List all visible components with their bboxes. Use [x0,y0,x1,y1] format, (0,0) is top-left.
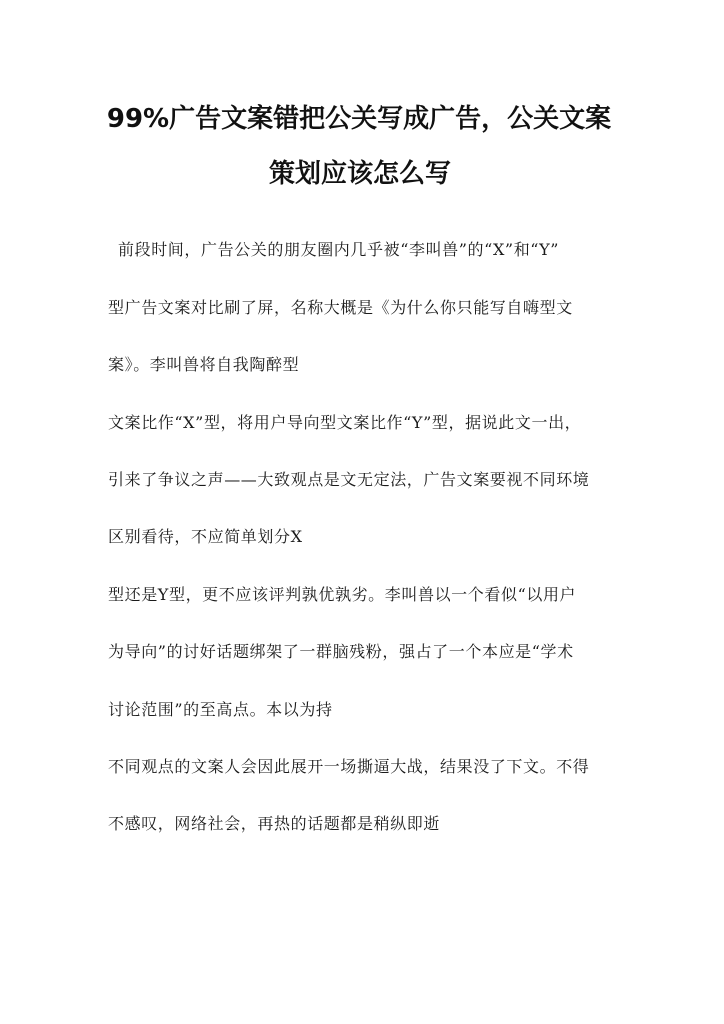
body-text-line: 讨论范围”的至高点。本以为持 [108,700,333,719]
body-text-line: 区别看待，不应简单划分X [108,527,303,546]
body-text-line: 案》。李叫兽将自我陶醉型 [108,355,300,374]
body-text-line: 引来了争议之声——大致观点是文无定法，广告文案要视不同环境 [108,470,590,489]
body-text-line: 文案比作“X”型，将用户导向型文案比作“Y”型，据说此文一出， [108,413,582,432]
body-text-line: 不同观点的文案人会因此展开一场撕逼大战，结果没了下文。不得 [108,757,590,776]
document-title-line-2: 策划应该怎么写 [268,159,451,189]
body-text-line: 型还是Y型，更不应该评判孰优孰劣。李叫兽以一个看似“以用户 [108,585,577,604]
body-text-line: 不感叹，网络社会，再热的话题都是稍纵即逝 [108,814,441,833]
document-title-line-1: 99%广告文案错把公关写成广告，公关文案 [106,104,612,134]
body-text-line: 型广告文案对比刷了屏，名称大概是《为什么你只能写自嗨型文 [108,298,573,317]
body-text-line: 前段时间，广告公关的朋友圈内几乎被“李叫兽”的“X”和“Y” [118,240,560,259]
body-text-line: 为导向”的讨好话题绑架了一群脑残粉，强占了一个本应是“学术 [108,642,574,661]
